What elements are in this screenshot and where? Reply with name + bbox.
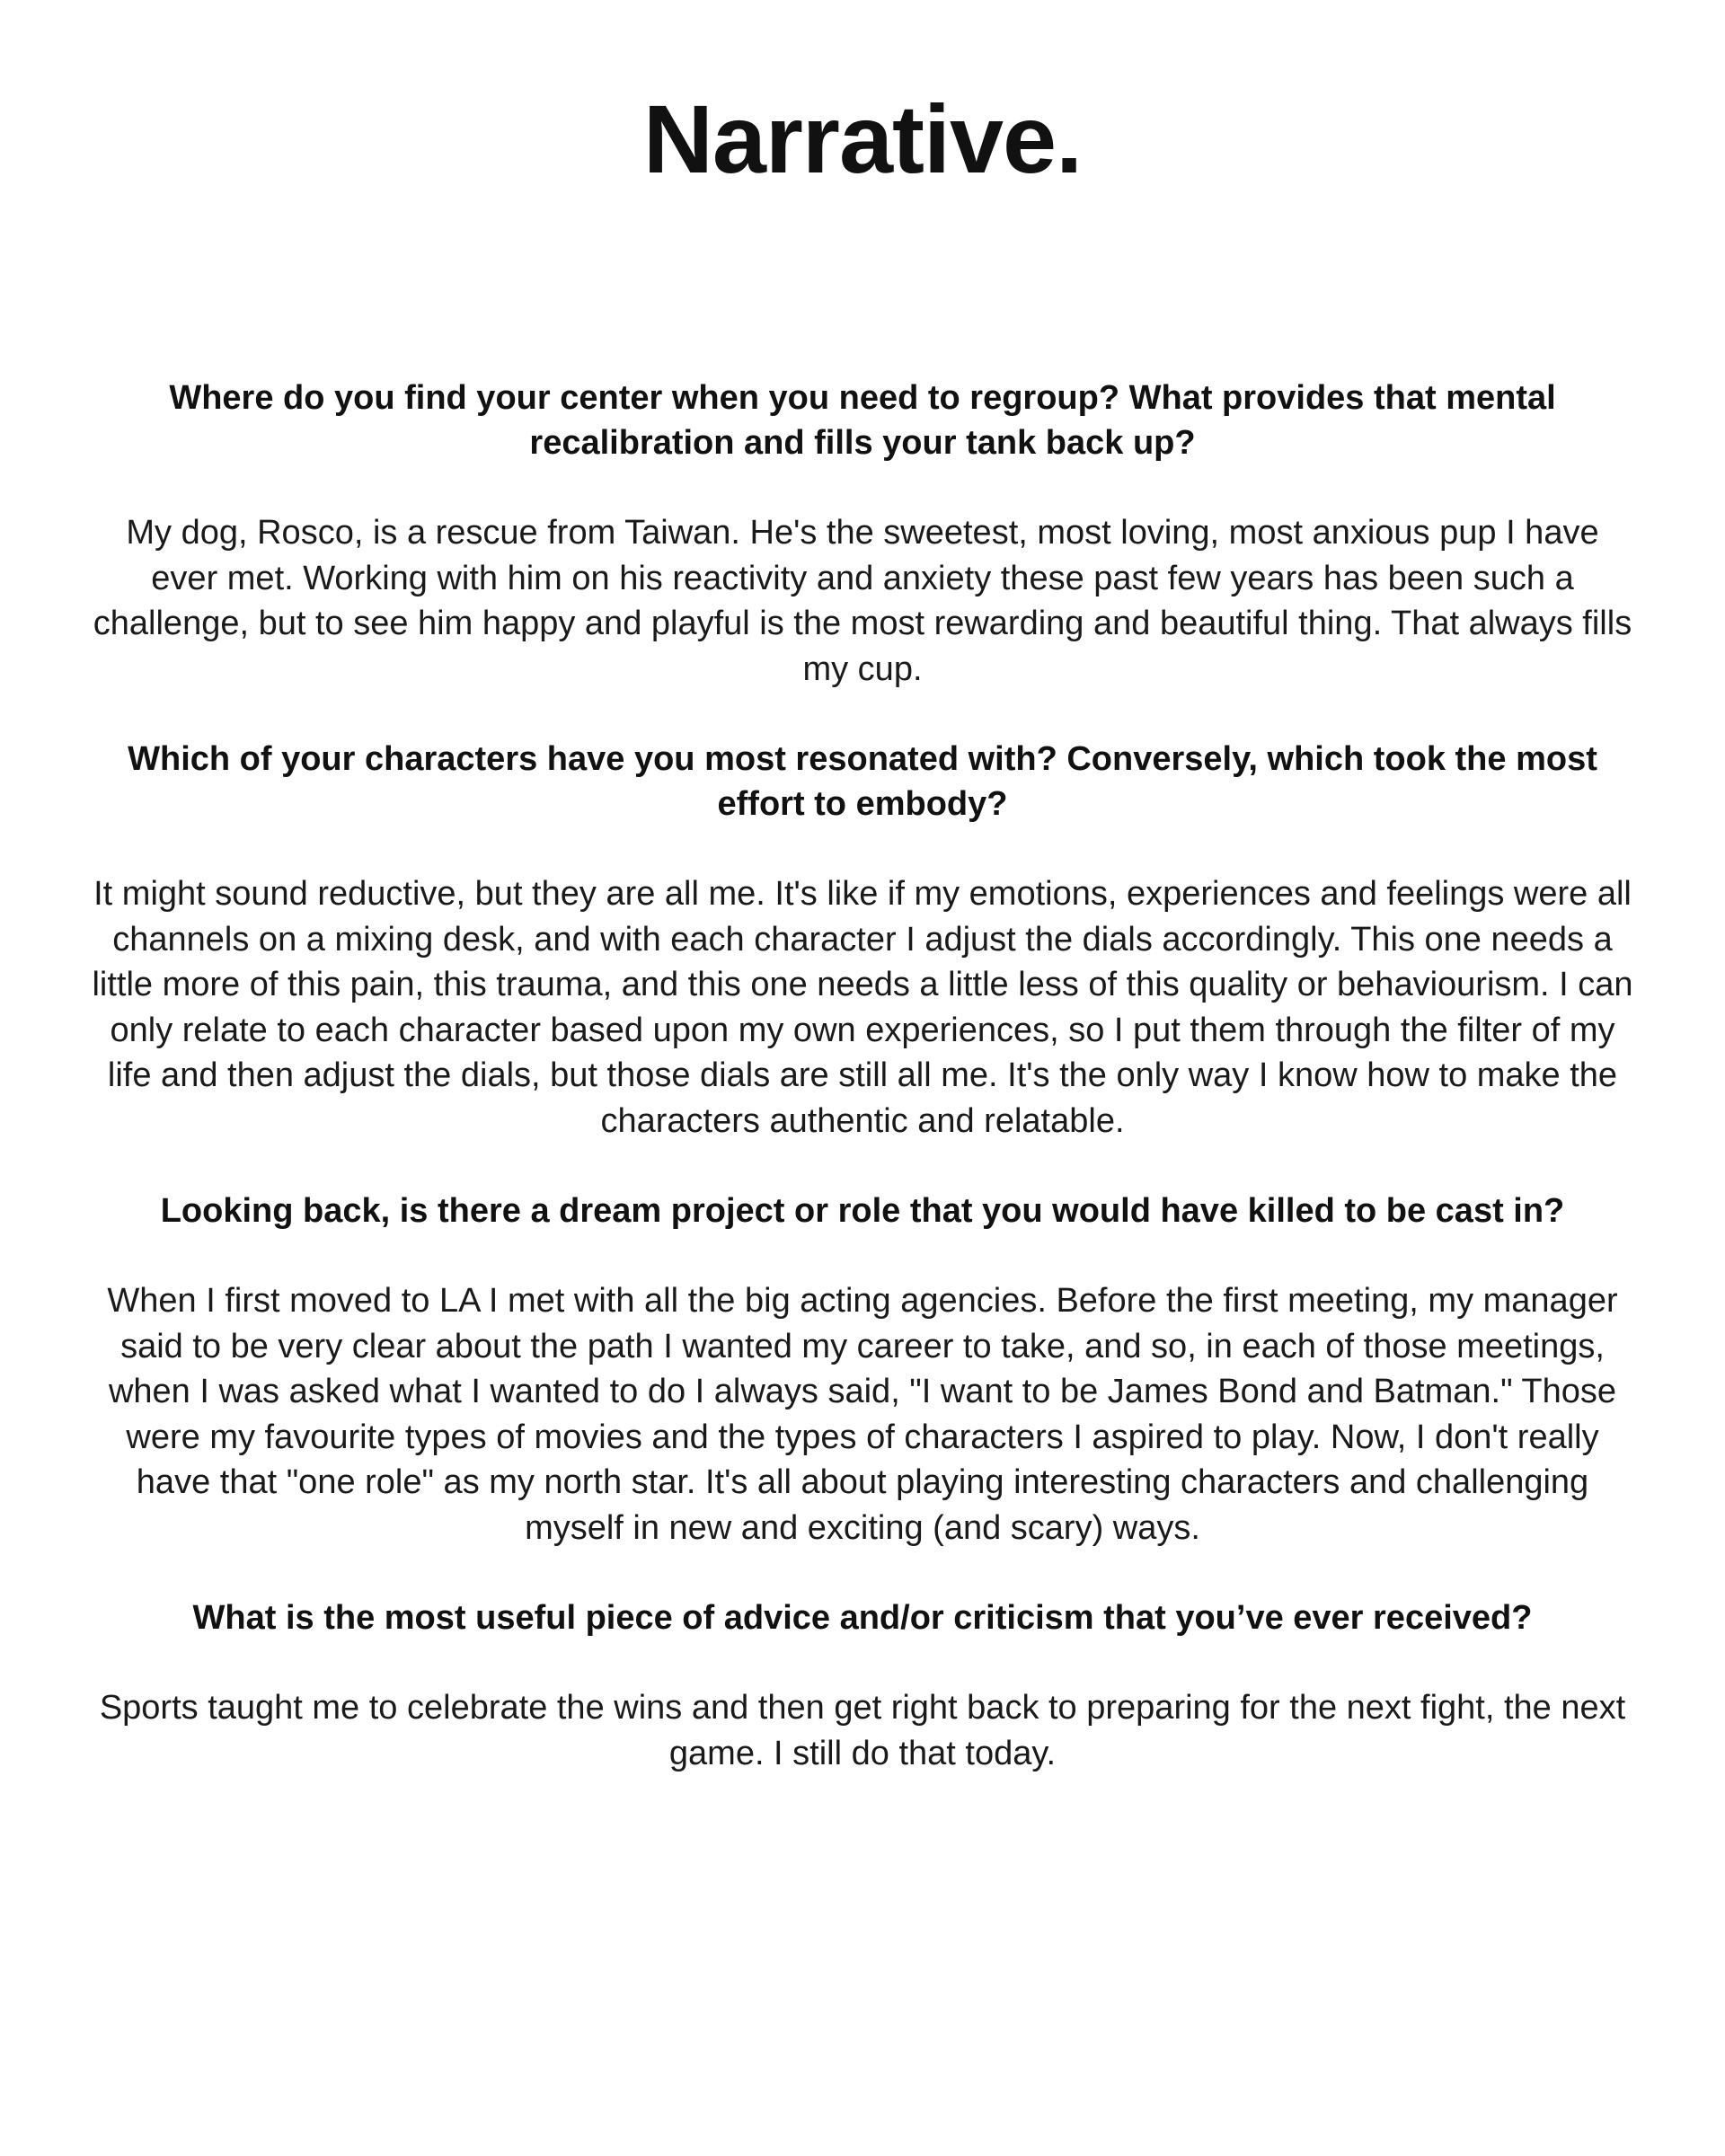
interview-content: [90, 376, 1635, 1821]
answer-2: It might sound reductive, but they are all me. It's like if my emotions, experiences and feelings were all channels on a mixing desk, and with each character I adjust the dials accordingly. This one needs a little more of this pain, this trauma, and this one needs a little less of this quality or behaviourism. I can only relate to each character based upon my own experiences, so I put them through the filter of my life and then adjust the dials, but those dials are still all me. It's the only way I know how to make the characters authentic and relatable.: [92, 875, 1633, 1140]
question-3: Looking back, is there a dream project or role that you would have killed to be cast in?: [160, 1192, 1565, 1230]
question-2: Which of your characters have you most resonated with? Conversely, which took the most effort to embody?: [128, 740, 1597, 823]
answer-1: My dog, Rosco, is a rescue from Taiwan. He's the sweetest, most loving, most anxious pup I have ever met. Working with him on his reactivity and anxiety these past few years has been such a challenge, but to see him happy and playful is the most rewarding and beautiful thing. That always fills my cup.: [93, 514, 1632, 688]
answer-4: Sports taught me to celebrate the wins and then get right back to preparing for the next fight, the next game. I still do that today.: [99, 1689, 1626, 1772]
answer-3: When I first moved to LA I met with all the big acting agencies. Before the first meeting, my manager said to be very clear about the path I wanted my career to take, and so, in each of those meetings, when I was asked what I wanted to do I always said, "I want to be James Bond and Batman." Those were my favourite types of movies and the types of characters I aspired to play. Now, I don't really have that "one role" as my north star. It's all about playing interesting characters and challenging myself in new and exciting (and scary) ways.: [107, 1282, 1618, 1547]
page-title: Narrative.: [642, 84, 1083, 193]
question-4: What is the most useful piece of advice and/or criticism that you’ve ever received?: [192, 1599, 1533, 1637]
question-1: Where do you find your center when you need to regroup? What provides that mental recalibration and fills your tank back up?: [169, 379, 1556, 462]
